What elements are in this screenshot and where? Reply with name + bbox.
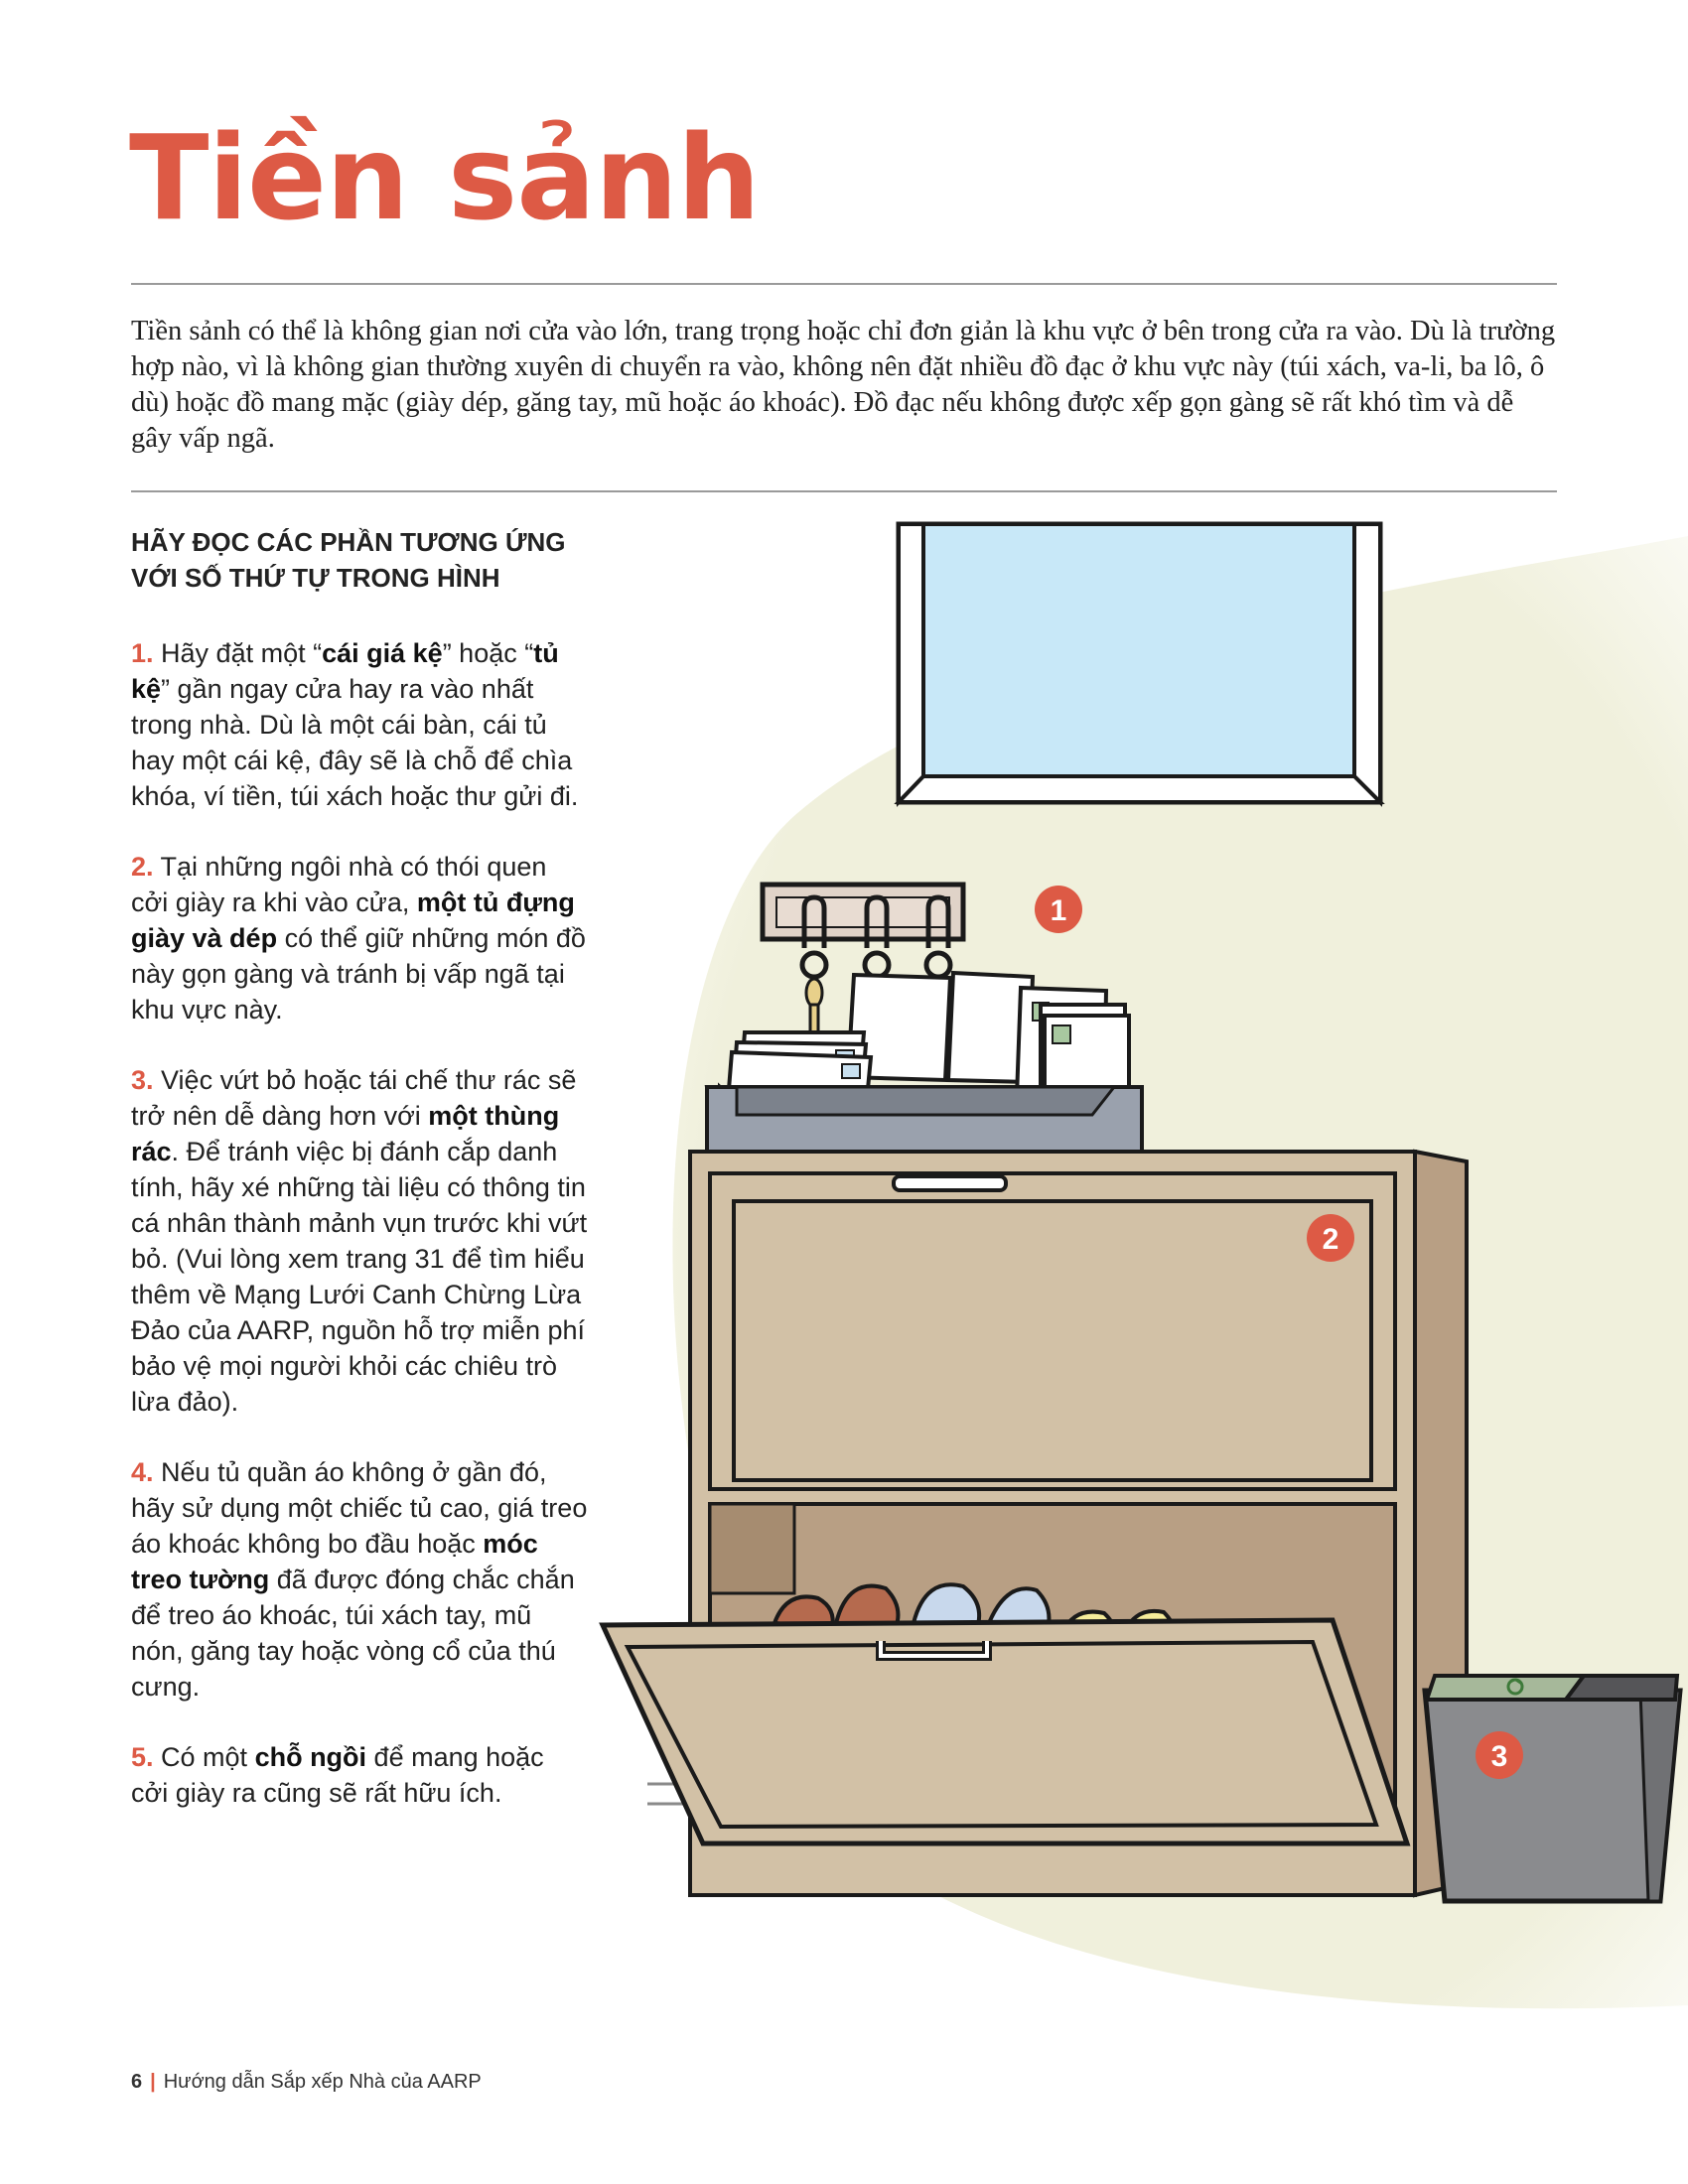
step-5: 5. Có một chỗ ngồi để mang hoặc cởi giày ra cũng sẽ rất hữu ích. xyxy=(131,1742,544,1808)
shoe-drawer xyxy=(603,1620,1407,1843)
instructions-column xyxy=(131,524,588,1845)
badge-2 xyxy=(1307,1214,1354,1262)
page-title: Tiền sảnh xyxy=(129,109,760,246)
svg-text:1: 1 xyxy=(1050,894,1067,927)
page-number: 6 xyxy=(131,2071,143,2093)
badge-1 xyxy=(1035,886,1082,933)
step-2: 2. Tại những ngôi nhà có thói quen cởi giày ra khi vào cửa, một tủ đựng giày và dép có thể giữ những món đồ này gọn gàng và tránh bị vấp ngã tại khu vực này. xyxy=(131,852,586,1024)
instructions-heading: HÃY ĐỌC CÁC PHẦN TƯƠNG ỨNG VỚI SỐ THỨ TỰ TRONG HÌNH xyxy=(131,527,566,593)
footer-separator: | xyxy=(150,2071,156,2093)
step-number: 3. xyxy=(131,1065,154,1095)
svg-text:3: 3 xyxy=(1490,1740,1508,1773)
page-footer xyxy=(131,2071,482,2094)
entryway-illustration xyxy=(588,516,1688,2025)
trash-bin xyxy=(1425,1676,1680,1901)
step-4: 4. Nếu tủ quần áo không ở gần đó, hãy sử dụng một chiếc tủ cao, giá treo áo khoác không bo đầu hoặc móc treo tường đã được đóng chắc chắn để treo áo khoác, túi xách tay, mũ nón, găng tay hoặc vòng cổ của thú cưng. xyxy=(131,1457,588,1702)
step-number: 2. xyxy=(131,852,154,882)
top-divider xyxy=(131,283,1557,285)
window xyxy=(899,524,1380,802)
svg-text:2: 2 xyxy=(1322,1223,1339,1256)
badge-3 xyxy=(1476,1731,1523,1779)
step-1: 1. Hãy đặt một “cái giá kệ” hoặc “tủ kệ” gần ngay cửa hay ra vào nhất trong nhà. Dù là một cái bàn, cái tủ hay một cái kệ, đây sẽ là chỗ để chìa khóa, ví tiền, túi xách hoặc thư gửi đi. xyxy=(131,638,579,811)
step-number: 4. xyxy=(131,1457,154,1487)
step-number: 5. xyxy=(131,1742,154,1772)
intro-divider xyxy=(131,490,1557,492)
footer-text: Hướng dẫn Sắp xếp Nhà của AARP xyxy=(163,2071,482,2093)
step-number: 1. xyxy=(131,638,154,668)
intro-paragraph: Tiền sảnh có thể là không gian nơi cửa vào lớn, trang trọng hoặc chỉ đơn giản là khu vực ở bên trong cửa ra vào. Dù là trường hợp nào, vì là không gian thường xuyên di chuyển ra vào, không nên đặt nhiều đồ đạc ở khu vực này (túi xách, va-li, ba lô, ô dù) hoặc đồ mang mặc (giày dép, găng tay, mũ hoặc áo khoác). Đồ đạc nếu không được xếp gọn gàng sẽ rất khó tìm và dễ gây vấp ngã. xyxy=(131,316,1556,454)
key-rack xyxy=(763,885,963,939)
step-3: 3. Việc vứt bỏ hoặc tái chế thư rác sẽ trở nên dễ dàng hơn với một thùng rác. Để tránh việc bị đánh cắp danh tính, hãy xé những tài liệu có thông tin cá nhân thành mảnh vụn trước khi vứt bỏ. (Vui lòng xem trang 31 để tìm hiểu thêm về Mạng Lưới Canh Chừng Lừa Đảo của AARP, nguồn hỗ trợ miễn phí bảo vệ mọi người khỏi các chiêu trò lừa đảo). xyxy=(131,1065,588,1417)
